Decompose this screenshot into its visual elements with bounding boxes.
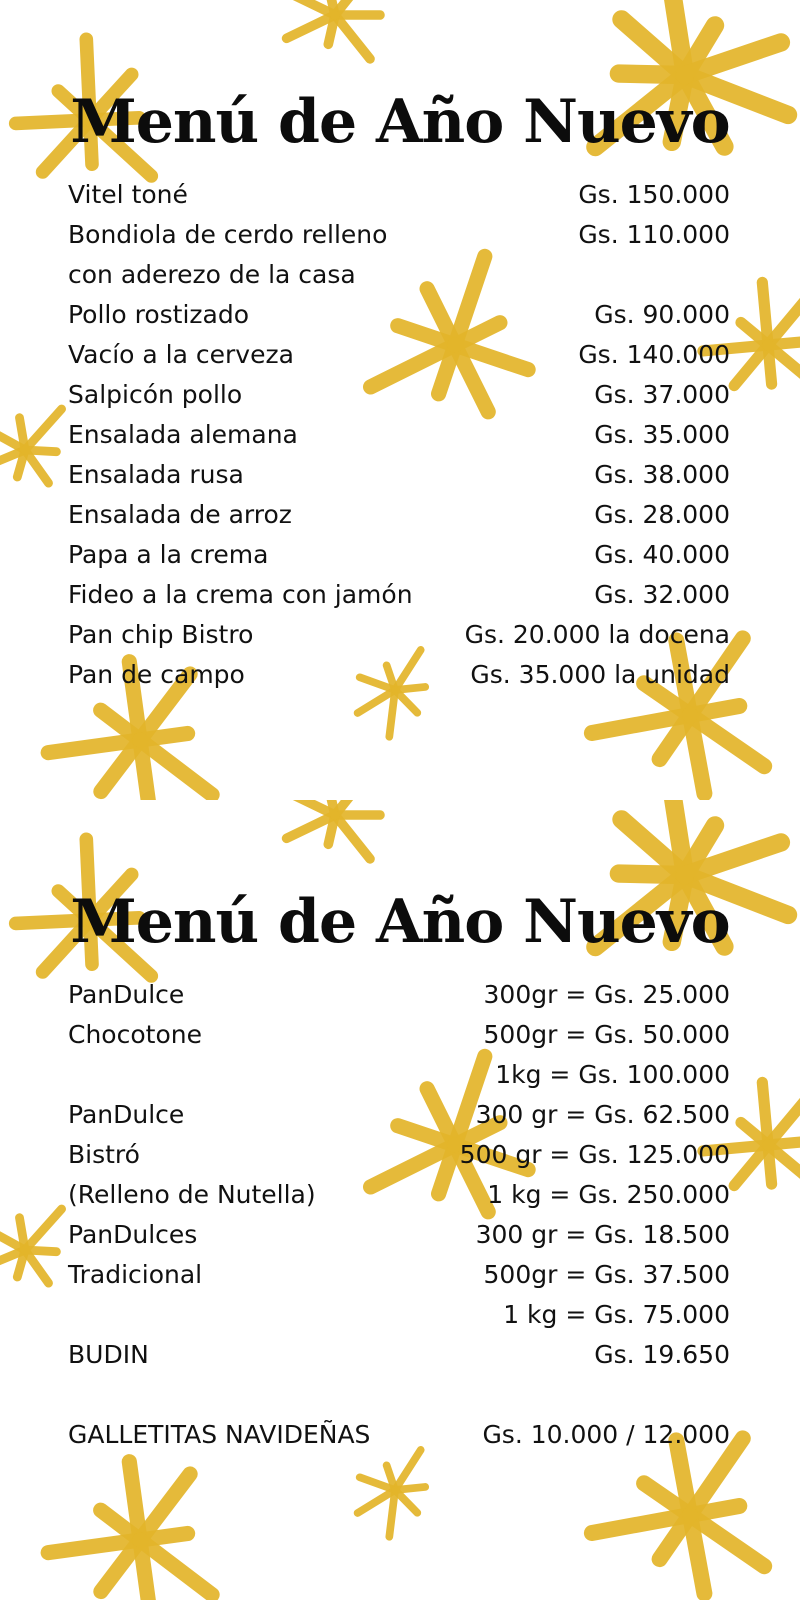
menu-item-name: Salpicón pollo: [68, 380, 243, 409]
menu-title: Menú de Año Nuevo: [70, 887, 730, 957]
gold-star-icon: [358, 1450, 426, 1537]
menu-item-name: GALLETITAS NAVIDEÑAS: [68, 1420, 371, 1449]
menu-item-price: Gs. 90.000: [594, 300, 730, 329]
menu-item-name: PanDulces: [68, 1220, 198, 1249]
menu-row: [68, 255, 730, 295]
menu-item-name: Bistró: [68, 1140, 140, 1169]
menu-item-name: PanDulce: [68, 1100, 185, 1129]
menu-item-name: Ensalada rusa: [68, 460, 244, 489]
menu-item-price: 1 kg = Gs. 250.000: [487, 1180, 730, 1209]
menu-item-name: Ensalada alemana: [68, 420, 298, 449]
menu-item-price: Gs. 150.000: [578, 180, 730, 209]
menu-row: [68, 375, 730, 415]
menu-item-name: con aderezo de la casa: [68, 260, 356, 289]
menu-row: [68, 1335, 730, 1375]
menu-item-price: 300gr = Gs. 25.000: [483, 980, 730, 1009]
menu-row: [68, 1135, 730, 1175]
menu-title: Menú de Año Nuevo: [70, 87, 730, 157]
menu-item-name: Tradicional: [68, 1260, 203, 1289]
menu-item-price: 500 gr = Gs. 125.000: [459, 1140, 730, 1169]
menu-item-name: PanDulce: [68, 980, 185, 1009]
gold-star-icon: [0, 409, 62, 483]
gold-star-icon: [287, 0, 380, 59]
menu-item-price: Gs. 38.000: [594, 460, 730, 489]
menu-item-price: Gs. 37.000: [594, 380, 730, 409]
menu-row: [68, 455, 730, 495]
menu-item-price: 1kg = Gs. 100.000: [495, 1060, 730, 1089]
menu-panel-sweets: [0, 800, 800, 1600]
menu-item-price: Gs. 28.000: [594, 500, 730, 529]
menu-row: [68, 615, 730, 655]
menu-row: [68, 575, 730, 615]
menu-row: [68, 215, 730, 255]
menu-row: [68, 175, 730, 215]
menu-item-price: Gs. 110.000: [578, 220, 730, 249]
menu-row: [68, 535, 730, 575]
gold-star-icon: [592, 1438, 764, 1593]
menu-row: [68, 655, 730, 695]
menu-item-name: Fideo a la crema con jamón: [68, 580, 413, 609]
menu-row: [68, 1415, 730, 1455]
menu-item-name: Ensalada de arroz: [68, 500, 292, 529]
gold-star-icon: [0, 1209, 62, 1283]
gold-star-icon: [48, 1462, 212, 1600]
menu-item-price: Gs. 35.000 la unidad: [470, 660, 730, 689]
menu-row: [68, 1175, 730, 1215]
menu-row: [68, 1375, 730, 1415]
menu-item-price: Gs. 140.000: [578, 340, 730, 369]
menu-item-name: Pollo rostizado: [68, 300, 250, 329]
menu-item-price: 500gr = Gs. 37.500: [483, 1260, 730, 1289]
menu-row: [68, 1255, 730, 1295]
menu-item-price: Gs. 19.650: [594, 1340, 730, 1369]
menu-item-price: 500gr = Gs. 50.000: [483, 1020, 730, 1049]
menu-item-price: 1 kg = Gs. 75.000: [503, 1300, 730, 1329]
menu-row: [68, 1295, 730, 1335]
menu-item-name: Vacío a la cerveza: [68, 340, 294, 369]
menu-row: [68, 415, 730, 455]
menu-item-name: Pan de campo: [68, 660, 245, 689]
menu-item-name: Chocotone: [68, 1020, 202, 1049]
menu-row: [68, 1095, 730, 1135]
menu-item-price: Gs. 35.000: [594, 420, 730, 449]
menu-row: [68, 975, 730, 1015]
menu-item-price: 300 gr = Gs. 18.500: [475, 1220, 730, 1249]
menu-item-price: Gs. 20.000 la docena: [464, 620, 730, 649]
menu-row: [68, 1215, 730, 1255]
menu-item-price: Gs. 10.000 / 12.000: [482, 1420, 730, 1449]
menu-item-price: 300 gr = Gs. 62.500: [475, 1100, 730, 1129]
menu-row: [68, 1015, 730, 1055]
menu-item-price: Gs. 32.000: [594, 580, 730, 609]
menu-item-name: Vitel toné: [68, 180, 188, 209]
menu-item-name: (Relleno de Nutella): [68, 1180, 316, 1209]
menu-item-name: BUDIN: [68, 1340, 149, 1369]
menu-item-price: Gs. 40.000: [594, 540, 730, 569]
menu-row: [68, 495, 730, 535]
menu-row: [68, 295, 730, 335]
menu-item-name: Bondiola de cerdo relleno: [68, 220, 388, 249]
gold-star-icon: [287, 800, 380, 859]
menu-row: [68, 1055, 730, 1095]
menu-item-name: Pan chip Bistro: [68, 620, 254, 649]
menu-row: [68, 335, 730, 375]
menu-item-name: Papa a la crema: [68, 540, 269, 569]
